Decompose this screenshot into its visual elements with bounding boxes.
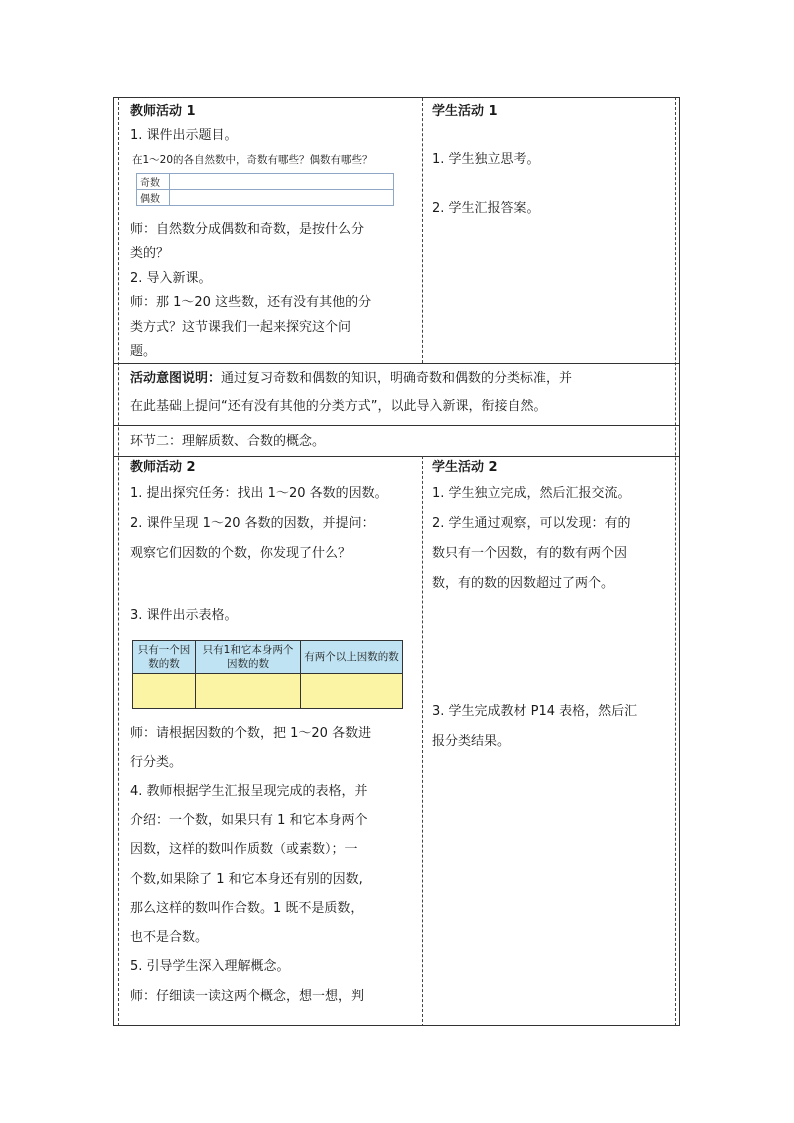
table-header: 只有1和它本身两个因数的数 (196, 641, 301, 674)
teacher-line: 行分类。 (130, 755, 183, 770)
student-line: 1. 学生独立完成，然后汇报交流。 (432, 486, 631, 501)
teacher-line: 介绍：一个数，如果只有 1 和它本身两个 (130, 813, 368, 828)
teacher-line: 那么这样的数叫作合数。1 既不是质数， (130, 901, 364, 916)
intent-line-1: 活动意图说明：通过复习奇数和偶数的知识，明确奇数和偶数的分类标准，并 (130, 371, 573, 386)
stage-2-heading: 环节二：理解质数、合数的概念。 (130, 434, 326, 449)
teacher-line: 题。 (130, 344, 157, 359)
even-label: 偶数 (137, 190, 170, 206)
teacher-line: 师：自然数分成偶数和奇数，是按什么分 (130, 222, 365, 237)
teacher-line: 也不是合数。 (130, 930, 209, 945)
intent-label: 活动意图说明： (130, 371, 222, 386)
row-divider (114, 425, 679, 426)
factor-classification-table (132, 640, 403, 709)
table-header: 只有一个因数的数 (133, 641, 196, 674)
student-activity-2-title: 学生活动 2 (432, 460, 498, 475)
student-line: 2. 学生汇报答案。 (432, 201, 540, 216)
student-line: 报分类结果。 (432, 734, 511, 749)
teacher-line: 2. 课件呈现 1～20 各数的因数，并提问： (130, 516, 375, 531)
teacher-line: 师：那 1～20 这些数，还有没有其他的分 (130, 295, 372, 310)
teacher-activity-1-title: 教师活动 1 (130, 104, 196, 119)
section-activity-1 (114, 98, 679, 363)
table-header: 有两个以上因数的数 (301, 641, 403, 674)
teacher-line: 类方式？这节课我们一起来探究这个问 (130, 320, 352, 335)
teacher-line: 因数，这样的数叫作质数（或素数）；一 (130, 842, 358, 857)
odd-cell (170, 174, 394, 190)
table-cell (196, 674, 301, 709)
teacher-line: 师：请根据因数的个数，把 1～20 各数进 (130, 726, 372, 741)
student-line: 3. 学生完成教材 P14 表格，然后汇 (432, 704, 638, 719)
teacher-line: 观察它们因数的个数，你发现了什么？ (130, 546, 352, 561)
teacher-line: 1. 提出探究任务：找出 1～20 各数的因数。 (130, 486, 388, 501)
column-divider (422, 456, 423, 1026)
odd-label: 奇数 (137, 174, 170, 190)
student-line: 2. 学生通过观察，可以发现：有的 (432, 516, 631, 531)
odd-even-table (136, 173, 394, 206)
student-activity-1-title: 学生活动 1 (432, 104, 498, 119)
teacher-line: 5. 引导学生深入理解概念。 (130, 959, 290, 974)
student-line: 数只有一个因数，有的数有两个因 (432, 546, 628, 561)
teacher-line: 师：仔细读一读这两个概念，想一想，判 (130, 989, 365, 1004)
teacher-line: 3. 课件出示表格。 (130, 608, 238, 623)
teacher-line: 4. 教师根据学生汇报呈现完成的表格，并 (130, 784, 368, 799)
section-activity-2 (114, 456, 679, 1026)
even-cell (170, 190, 394, 206)
intent-line-2: 在此基础上提问“还有没有其他的分类方式”，以此导入新课，衔接自然。 (130, 399, 547, 414)
table-cell (133, 674, 196, 709)
teacher-line: 2. 导入新课。 (130, 271, 212, 286)
table-cell (301, 674, 403, 709)
teacher-activity-2-title: 教师活动 2 (130, 460, 196, 475)
student-line: 数，有的数的因数超过了两个。 (432, 576, 615, 591)
teacher-line: 类的？ (130, 246, 170, 261)
column-divider (422, 98, 423, 363)
student-line: 1. 学生独立思考。 (432, 152, 540, 167)
teacher-line: 1. 课件出示题目。 (130, 128, 238, 143)
lesson-table (113, 97, 680, 1026)
question-text: 在1～20的各自然数中，奇数有哪些？偶数有哪些？ (132, 154, 373, 166)
teacher-line: 个数,如果除了 1 和它本身还有别的因数, (130, 872, 363, 887)
section-intent (114, 363, 679, 425)
